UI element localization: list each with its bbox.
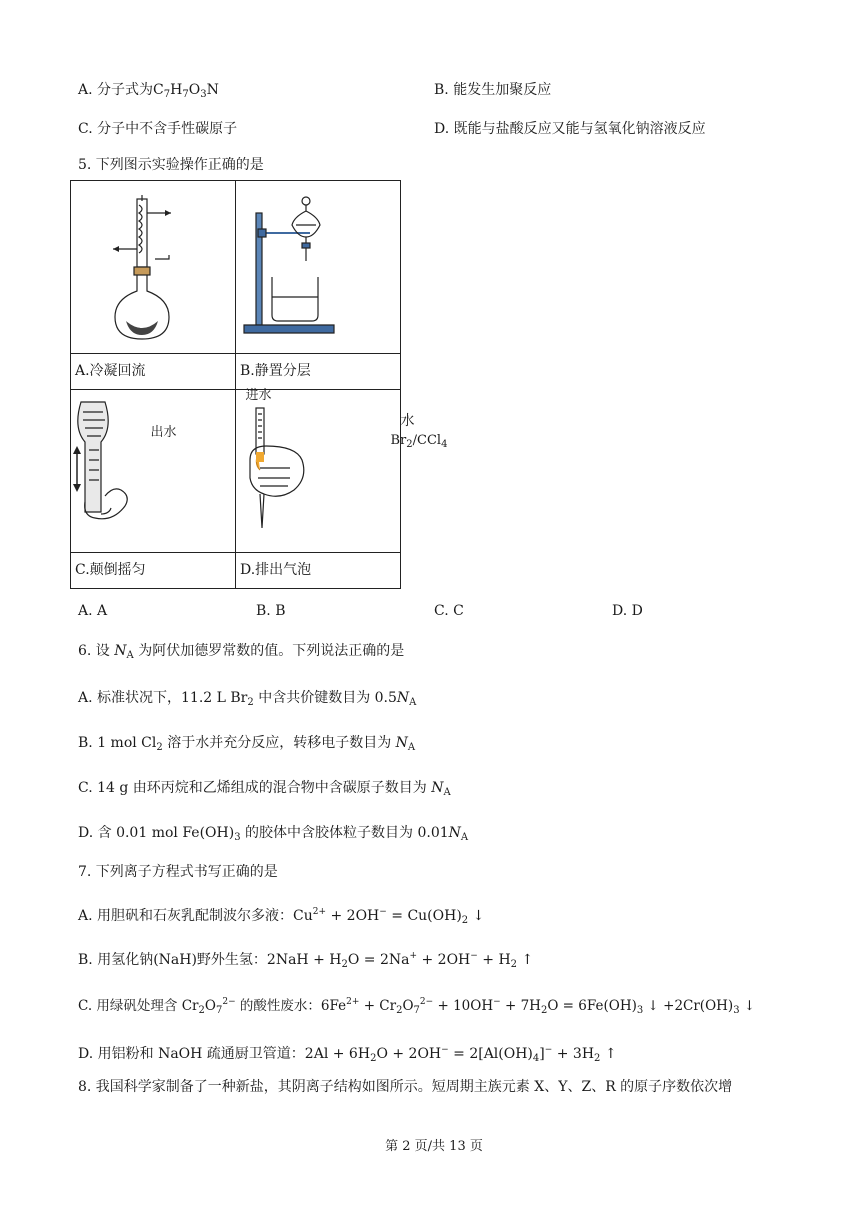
separatory-funnel-illustration [236, 181, 400, 349]
inlet-label: 进水 [245, 387, 272, 403]
q8-stem: 8. 我国科学家制备了一种新盐，其阴离子结构如图所示。短周期主族元素 X、Y、Z、R 的原子序数依次增 [78, 1079, 733, 1095]
q5-option-a: A. A [78, 603, 108, 619]
reflux-condenser-illustration [71, 181, 235, 349]
volumetric-flask-shaking-illustration [71, 390, 235, 548]
figure-label-c: C.颠倒摇匀 [71, 553, 236, 589]
q7-option-d: D. 用铝粉和 NaOH 疏通厨卫管道：$2Al + 6H_2O + 2OH^- = 2[Al(OH)_4]^- + 3H_2$ ↑ [78, 1045, 617, 1064]
q5-option-d: D. D [612, 603, 643, 619]
figure-label-d: D.排出气泡 [236, 553, 401, 589]
q6-option-d: D. 含 0.01 mol $Fe(OH)_3$ 的胶体中含胶体粒子数目为 $0.01N_A$ [78, 825, 469, 843]
q4-option-d: D. 既能与盐酸反应又能与氢氧化钠溶液反应 [434, 121, 706, 137]
q5-option-b: B. B [256, 603, 286, 619]
q6-option-c: C. 14 g 由环丙烷和乙烯组成的混合物中含碳原子数目为 $N_A$ [78, 780, 451, 798]
outlet-label: 出水 [150, 424, 177, 440]
q5-option-c: C. C [434, 603, 464, 619]
q6-option-a: A. 标准状况下，11.2 L $Br_2$ 中含共价键数目为 $0.5N_A$ [78, 690, 417, 708]
water-label: 水 [400, 412, 415, 429]
q4-option-a: A. 分子式为$C_7H_7O_3N$ [78, 82, 219, 100]
bromine-ccl4-label: $Br_2/CCl_4$ [390, 432, 448, 450]
q7-option-b: B. 用氢化钠(NaH)野外生氢：$2NaH + H_2O = 2Na^+ + 2OH^- + H_2$ ↑ [78, 951, 534, 970]
q5-figure-table [70, 180, 448, 589]
q7-option-c: C. 用绿矾处理含 $Cr_2O_7^{2-}$ 的酸性废水：$6Fe^{2+} + Cr_2O_7^{2-} + 10OH^- + 7H_2O = 6Fe(OH)_3$ ↓ $+2Cr(OH)_3$ ↓ [78, 997, 756, 1016]
figure-cell-d [236, 390, 401, 553]
q5-stem: 5. 下列图示实验操作正确的是 [78, 157, 264, 173]
figure-label-b: B.静置分层 [236, 354, 401, 390]
q6-option-b: B. 1 mol $Cl_2$ 溶于水并充分反应，转移电子数目为 $N_A$ [78, 735, 416, 753]
burette-bubble-illustration [236, 390, 400, 548]
q6-stem: 6. 设 $N_A$ 为阿伏加德罗常数的值。下列说法正确的是 [78, 643, 405, 661]
q4-option-b: B. 能发生加聚反应 [434, 82, 552, 98]
page-footer: 第 2 页/共 13 页 [385, 1139, 483, 1154]
figure-cell-c [71, 390, 236, 553]
q7-stem: 7. 下列离子方程式书写正确的是 [78, 864, 278, 880]
figure-label-a: A.冷凝回流 [71, 354, 236, 390]
q4-option-c: C. 分子中不含手性碳原子 [78, 121, 238, 137]
q7-option-a: A. 用胆矾和石灰乳配制波尔多液：$Cu^{2+} + 2OH^- = Cu(OH)_2$ ↓ [78, 907, 485, 926]
